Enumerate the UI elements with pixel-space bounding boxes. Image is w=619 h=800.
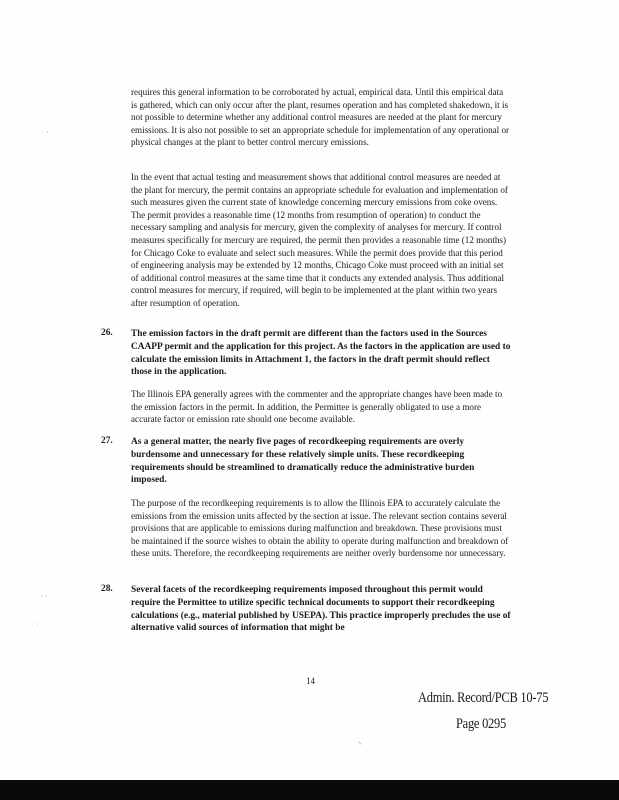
scan-speck: ·: [46, 128, 49, 137]
scan-bottom-border: [0, 780, 619, 800]
item-number-27: 27.: [101, 436, 113, 446]
item-26-comment: The emission factors in the draft permit are different than the factors used in the Sources CAAPP permit and the application for this project. As the factors in the application are used to calculate the emission limits in Attachment 1, the factors in the draft permit should reflect those in the application.: [131, 329, 511, 378]
scan-speck: · ·: [40, 592, 48, 601]
page-number: 14: [306, 676, 315, 686]
item-28-comment: Several facets of the recordkeeping requirements imposed throughout this permit would require the Permittee to utilize specific technical documents to support their recordkeeping calculations (e.g., material published by USEPA). This practice improperly precludes the use of alternative valid sources of information that might be: [131, 585, 511, 634]
item-27-comment: As a general matter, the nearly five pages of recordkeeping requirements are overly burdensome and unnecessary for these relatively simple units. These recordkeeping requirements should be streamlined to dramatically reduce the administrative burden imposed.: [131, 437, 475, 486]
page-stamp: Page 0295: [456, 716, 506, 732]
item-number-26: 26.: [101, 328, 113, 338]
scan-speck: ⸜: [358, 737, 362, 746]
scan-speck: ·: [36, 620, 39, 629]
paragraph-1: requires this general information to be corroborated by actual, empirical data. Until this empirical data is gathered, which can only occur after the plant, resumes operation and has completed shakedown, it is not possible to determine whether any additional control measures are needed at the plant for mercury emissions. It is also not possible to set an appropriate schedule for implementation of any operational or physical changes at the plant to better control mercury emissions.: [131, 87, 510, 148]
item-number-28: 28.: [101, 584, 113, 594]
item-27-response: The purpose of the recordkeeping requirements is to allow the Illinois EPA to accurately calculate the emissions from the emission units affected by the section at issue. The relevant section contains several provisions that are applicable to emissions during malfunction and breakdown. These provisions must be maintained if the source wishes to obtain the ability to operate during malfunction and breakdown of these units. Therefore, the recordkeeping requirements are neither overly burdensome nor unnecessary.: [131, 498, 509, 559]
paragraph-2: In the event that actual testing and measurement shows that additional control measures are needed at the plant for mercury, the permit contains an appropriate schedule for evaluation and implementation of such measures given the current state of knowledge concerning mercury emissions from coke ovens. The permit provides a reasonable time (12 months from resumption of operation) to conduct the necessary sampling and analysis for mercury, given the complexity of analyses for mercury. If control measures specifically for mercury are required, the permit then provides a reasonable time (12 months) for Chicago Coke to evaluate and select such measures. While the permit does provide that this period of engineering analysis may be extended by 12 months, Chicago Coke must proceed with an initial set of additional control measures at the same time that it conducts any extended analysis. Thus additional control measures for mercury, if required, will begin to be implemented at the plant within two years after resumption of operation.: [131, 172, 508, 308]
item-26-response: The Illinois EPA generally agrees with the commenter and the appropriate changes have been made to the emission factors in the permit. In addition, the Permittee is generally obligated to use a more accurate factor or emission rate should one become available.: [131, 389, 503, 425]
admin-record-stamp: Admin. Record/PCB 10-75: [418, 690, 549, 706]
